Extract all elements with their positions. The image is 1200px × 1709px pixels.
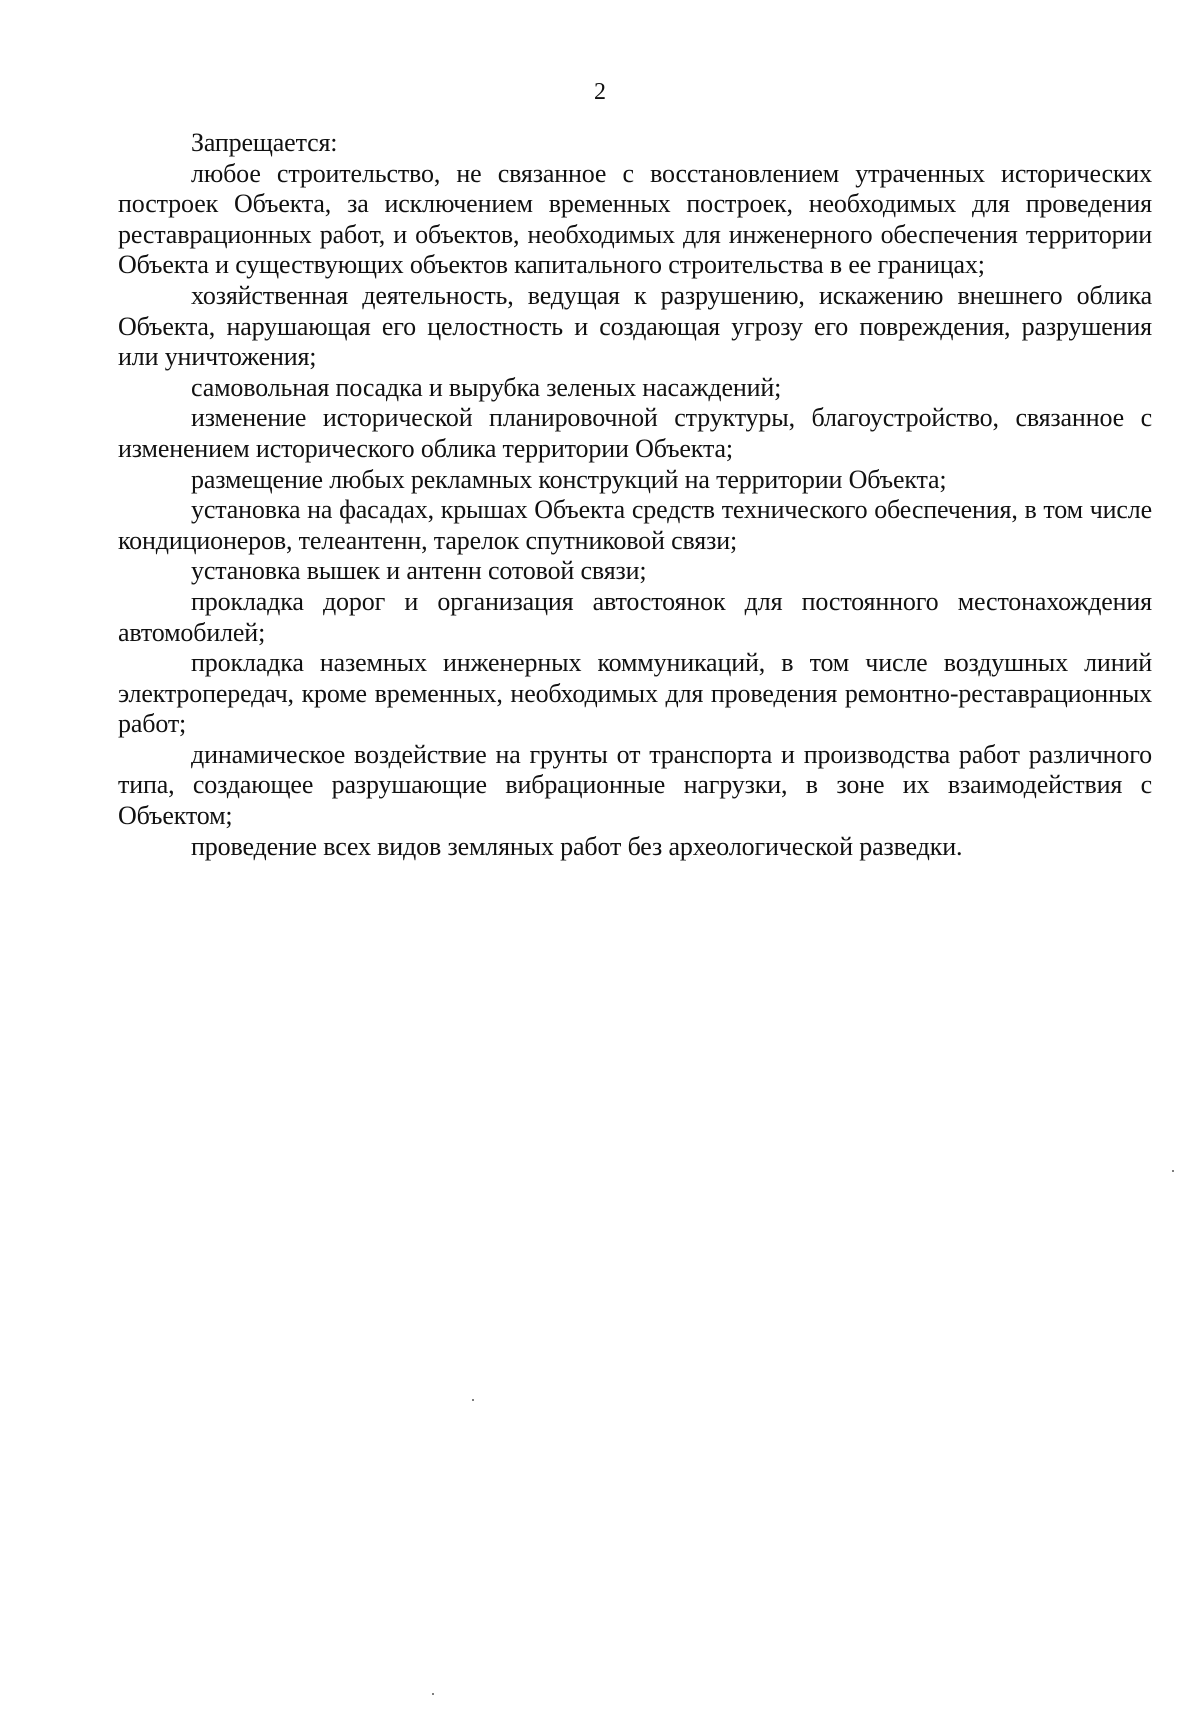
paragraph-2: хозяйственная деятельность, ведущая к разрушению, искажению внешнего облика Объекта, нарушающая его целостность и создающая угрозу его повреждения, разрушения или уничтожения; [118,280,1152,372]
scan-speck [472,1399,474,1401]
document-body [118,128,1152,862]
paragraph-4: изменение исторической планировочной структуры, благоустройство, связанное с изменением исторического облика территории Объекта; [118,403,1152,463]
paragraph-9: прокладка наземных инженерных коммуникаций, в том числе воздушных линий электропередач, кроме временных, необходимых для проведения ремонтно-реставрационных работ; [118,648,1152,739]
paragraph-8: прокладка дорог и организация автостоянок для постоянного местонахождения автомобилей; [118,586,1152,647]
paragraph-7: установка вышек и антенн сотовой связи; [191,556,647,586]
scan-speck [1172,1170,1174,1172]
paragraph-1: любое строительство, не связанное с восстановлением утраченных исторических построек Объекта, за исключением временных построек, необходимых для проведения реставрационных работ, и объектов, необходимых для инженерного обеспечения территории Объекта и существующих объектов капитального строительства в ее границах; [118,158,1152,280]
paragraph-10: динамическое воздействие на грунты от транспорта и производства работ различного типа, создающее разрушающие вибрационные нагрузки, в зоне их взаимодействия с Объектом; [118,739,1152,831]
scan-speck [432,1693,434,1695]
paragraph-11: проведение всех видов земляных работ без археологической разведки. [191,831,963,861]
page-number: 2 [594,79,606,105]
paragraph-6: установка на фасадах, крышах Объекта средств технического обеспечения, в том числе кондиционеров, телеантенн, тарелок спутниковой связи; [118,495,1152,555]
paragraph-5: размещение любых рекламных конструкций на территории Объекта; [191,464,947,494]
paragraph-3: самовольная посадка и вырубка зеленых насаждений; [191,372,782,402]
section-heading: Запрещается: [191,128,338,157]
